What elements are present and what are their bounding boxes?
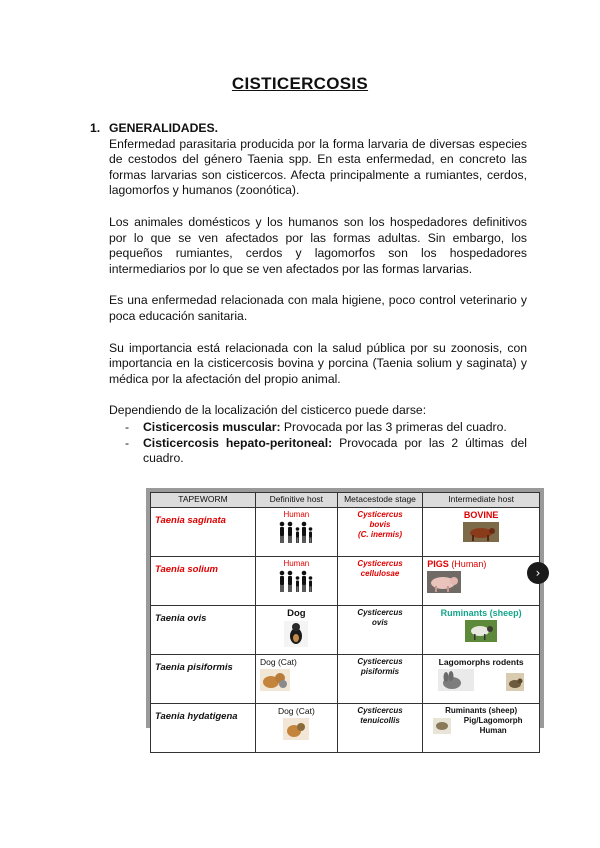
page-title: CISTICERCOSIS bbox=[231, 74, 369, 93]
intermediate-host-extra: Pig/Lagomorph bbox=[463, 716, 523, 725]
bullet-term: Cisticercosis hepato-peritoneal: bbox=[143, 435, 333, 450]
tapeworm-name: Taenia pisiformis bbox=[155, 662, 233, 673]
tapeworm-name: Taenia hydatigena bbox=[155, 711, 238, 722]
header-tapeworm: TAPEWORM bbox=[151, 493, 256, 508]
bullet-item bbox=[109, 436, 527, 467]
meta-line: pisiformis bbox=[360, 667, 400, 676]
intermediate-host: Lagomorphs rodents bbox=[438, 657, 524, 667]
intermediate-host-extra: Human bbox=[479, 726, 507, 735]
paragraph: Es una enfermedad relacionada con mala higiene, poco control veterinario y poca educación sanitaria. bbox=[109, 293, 527, 323]
meta-line: tenuicollis bbox=[360, 716, 400, 725]
meta-line: Cysticercus bbox=[357, 608, 403, 617]
meta-line: ovis bbox=[371, 618, 388, 627]
meta-line: (C. inermis) bbox=[357, 530, 402, 539]
tapeworm-table-slide bbox=[146, 488, 544, 735]
host-label: Human bbox=[283, 510, 310, 519]
section-heading-text: GENERALIDADES. bbox=[109, 121, 219, 135]
header-definitive-host: Definitive host bbox=[256, 493, 338, 508]
rodent-icon bbox=[438, 669, 474, 691]
table-row bbox=[151, 704, 540, 753]
meta-line: bovis bbox=[369, 520, 391, 529]
table-row bbox=[151, 655, 540, 704]
dog-cat-icon bbox=[260, 669, 290, 691]
paragraph: Enfermedad parasitaria producida por la forma larvaria de diversas especies de cestodos del género Taenia spp. En esta enfermedad, en concreto las formas larvarias son cisticercos. Afecta principalmente a rumiantes, cerdos, lagomorfos y humanos (zoonótica). bbox=[109, 136, 527, 198]
meta-line: Cysticercus bbox=[357, 559, 403, 568]
family-silhouette-icon bbox=[278, 521, 314, 543]
table-row bbox=[151, 508, 540, 557]
meta-line: Cysticercus bbox=[357, 706, 403, 715]
sheep-icon bbox=[465, 620, 497, 642]
header-metacestode: Metacestode stage bbox=[337, 493, 423, 508]
table-header-row bbox=[151, 493, 540, 508]
pig-icon bbox=[427, 571, 461, 593]
paragraph: Los animales domésticos y los humanos son los hospedadores definitivos por lo que se ven afectados por las formas adultas. Sin embargo, los pequeños rumiantes, cerdos y lagomorfos son los hospedadores intermediarios por lo que se ven afectados por las formas larvarias. bbox=[109, 214, 527, 276]
bullet-list bbox=[109, 420, 527, 467]
tapeworm-name: Taenia ovis bbox=[155, 613, 207, 624]
bullet-dash: - bbox=[125, 435, 130, 450]
table-row bbox=[151, 557, 540, 606]
intermediate-host: Ruminants (sheep) bbox=[445, 706, 518, 715]
host-label: Dog (Cat) bbox=[277, 706, 315, 716]
host-label: Dog bbox=[287, 608, 306, 619]
host-label: Human bbox=[283, 559, 310, 568]
meta-line: cellulosae bbox=[360, 569, 400, 578]
bullet-text: Provocada por las 2 últimas del cuadro. bbox=[143, 435, 527, 466]
dog-cat-icon bbox=[283, 718, 309, 740]
bullet-text: Provocada por las 3 primeras del cuadro. bbox=[280, 419, 507, 434]
table-row bbox=[151, 606, 540, 655]
section-generalidades bbox=[90, 121, 527, 467]
family-silhouette-icon bbox=[278, 570, 314, 592]
host-label: Dog (Cat) bbox=[260, 657, 297, 667]
meta-line: Cysticercus bbox=[357, 657, 403, 666]
paragraph: Dependiendo de la localización del cisticerco puede darse: bbox=[109, 403, 427, 418]
intermediate-host-extra: (Human) bbox=[451, 559, 487, 569]
next-slide-button[interactable]: › bbox=[527, 562, 549, 584]
tapeworm-name: Taenia solium bbox=[155, 564, 218, 575]
intermediate-host: Ruminants (sheep) bbox=[440, 608, 522, 618]
paragraph: Su importancia está relacionada con la salud pública por su zoonosis, con importancia en la cisticercosis bovina y porcina (Taenia solium y saginata) y médica por la afectación del propio animal. bbox=[109, 340, 527, 386]
sheep-icon bbox=[433, 718, 451, 734]
bullet-dash: - bbox=[125, 419, 130, 434]
tapeworm-name: Taenia saginata bbox=[155, 515, 226, 526]
bullet-term: Cisticercosis muscular: bbox=[143, 419, 281, 434]
meta-line: Cysticercus bbox=[357, 510, 403, 519]
bullet-item bbox=[109, 420, 527, 436]
header-intermediate-host: Intermediate host bbox=[423, 493, 540, 508]
intermediate-host: PIGS bbox=[427, 559, 449, 569]
cow-icon bbox=[463, 522, 499, 542]
tapeworm-table bbox=[150, 492, 540, 753]
section-number: 1. bbox=[90, 121, 101, 135]
intermediate-host: BOVINE bbox=[463, 510, 499, 520]
dog-icon bbox=[284, 621, 308, 647]
rat-icon bbox=[506, 673, 524, 691]
section-heading bbox=[90, 121, 527, 137]
